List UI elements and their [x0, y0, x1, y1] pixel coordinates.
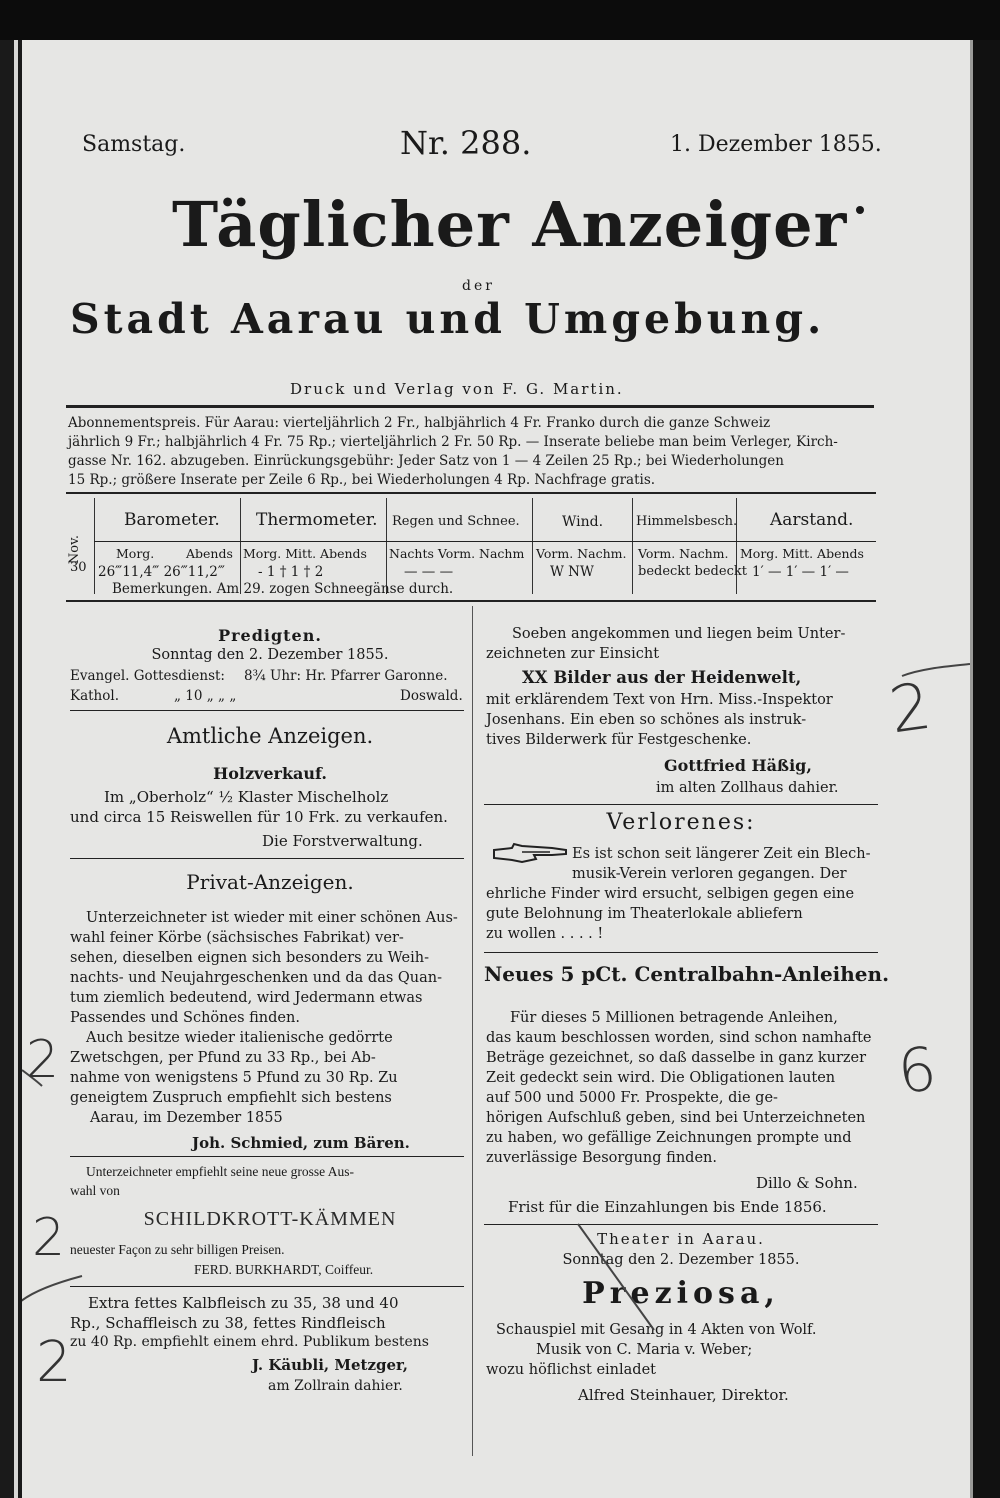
anleihen-sign: Dillo & Sohn.	[756, 1174, 858, 1192]
sub-baro-morg: Morg.	[116, 546, 155, 561]
predigten-evangel-label: Evangel. Gottesdienst:	[70, 668, 225, 684]
bilder-line-4: Josenhans. Ein eben so schönes als instruk-	[486, 712, 807, 728]
verlorenes-heading: Verlorenes:	[606, 810, 756, 835]
abonnement-line-2: jährlich 9 Fr.; halbjährlich 4 Fr. 75 Rp.; vierteljährlich 2 Fr. 50 Rp. — Inserate beliebe man beim Verleger, Kirch-	[68, 434, 838, 450]
weather-month: Nov.	[67, 534, 83, 565]
privat-line: Zwetschgen, per Pfund zu 33 Rp., bei Ab-	[70, 1050, 376, 1066]
kaeubli-line-3: zu 40 Rp. empfiehlt einem ehrd. Publikum bestens	[70, 1334, 429, 1350]
header-aarstand: Aarstand.	[770, 510, 854, 530]
anleihen-line: zu haben, wo gefällige Zeichnungen prompte und	[486, 1130, 852, 1146]
anleihen-line: das kaum beschlossen worden, sind schon namhafte	[486, 1030, 872, 1046]
privat-heading: Privat-Anzeigen.	[186, 870, 354, 894]
pencil-mark: 6	[894, 1034, 940, 1108]
anleihen-frist: Frist für die Einzahlungen bis Ende 1856.	[508, 1198, 827, 1216]
theater-heading: Theater in Aarau.	[597, 1230, 765, 1248]
privat-sign: Joh. Schmied, zum Bären.	[192, 1134, 410, 1152]
pencil-mark: 2	[36, 1330, 72, 1395]
bilder-title: XX Bilder aus der Heidenwelt,	[522, 668, 802, 687]
predigten-kathol-label: Kathol.	[70, 688, 119, 704]
burkhardt-kaemmen: SCHILDKROTT-KÄMMEN	[143, 1208, 397, 1230]
value-wind: W NW	[550, 564, 594, 580]
privat-line: Aarau, im Dezember 1855	[90, 1110, 283, 1126]
issue-day: Samstag.	[82, 132, 186, 157]
abonnement-line-1: Abonnementspreis. Für Aarau: vierteljährlich 2 Fr., halbjährlich 4 Fr. Franko durch die ganze Schweiz	[68, 415, 771, 431]
issue-date: 1. Dezember 1855.	[670, 132, 882, 157]
predigten-kathol-time: „ 10 „ „ „	[174, 688, 237, 704]
weather-remarks: Bemerkungen. Am 29. zogen Schneegänse durch.	[112, 581, 454, 597]
title-der: der	[462, 278, 495, 294]
weather-day: 30	[70, 560, 87, 575]
pencil-mark: 2	[32, 1208, 66, 1268]
binding-spine	[0, 40, 22, 1498]
value-aarstand: 1′ — 1′ — 1′ —	[752, 564, 849, 580]
bilder-line-2: zeichneten zur Einsicht	[486, 646, 660, 662]
theater-line-3: wozu höflichst einladet	[486, 1362, 656, 1378]
pencil-annotation-lines	[22, 40, 970, 1498]
value-himmel: bedeckt bedeckt	[638, 564, 747, 579]
kaeubli-addr: am Zollrain dahier.	[268, 1378, 403, 1394]
newspaper-subtitle: Stadt Aarau und Umgebung.	[70, 295, 826, 343]
verlorenes-line-2: musik-Verein verloren gegangen. Der	[572, 866, 847, 882]
privat-line: sehen, dieselben eignen sich besonders zu Weih-	[70, 950, 429, 966]
bilder-line-1: Soeben angekommen und liegen beim Unter-	[512, 626, 846, 642]
privat-line: Auch besitze wieder italienische gedörrte	[86, 1030, 393, 1046]
kaeubli-line-2: Rp., Schaffleisch zu 38, fettes Rindfleisch	[70, 1314, 386, 1332]
privat-line: geneigtem Zuspruch empfiehlt sich bestens	[70, 1090, 392, 1106]
bilder-line-5: tives Bilderwerk für Festgeschenke.	[486, 732, 752, 748]
privat-line: Passendes und Schönes finden.	[70, 1010, 300, 1026]
predigten-evangel-time: 8¾ Uhr: Hr. Pfarrer Garonne.	[244, 668, 448, 684]
burkhardt-line-2: wahl von	[70, 1183, 120, 1198]
newspaper-title: Täglicher Anzeiger	[172, 188, 848, 261]
privat-line: wahl feiner Körbe (sächsisches Fabrikat) ver-	[70, 930, 404, 946]
burkhardt-line-3: neuester Façon zu sehr billigen Preisen.	[70, 1242, 285, 1257]
privat-line: tum ziemlich bedeutend, wird Jedermann etwas	[70, 990, 423, 1006]
predigten-date: Sonntag den 2. Dezember 1855.	[151, 647, 389, 663]
anleihen-line: auf 500 und 5000 Fr. Prospekte, die ge-	[486, 1090, 778, 1106]
sub-wind: Vorm. Nachm.	[536, 546, 627, 561]
theater-line-2: Musik von C. Maria v. Weber;	[536, 1342, 753, 1358]
amtliche-heading: Amtliche Anzeigen.	[166, 724, 374, 748]
theater-line-1: Schauspiel mit Gesang in 4 Akten von Wolf.	[496, 1322, 817, 1338]
abonnement-line-3: gasse Nr. 162. abzugeben. Einrückungsgebühr: Jeder Satz von 1 — 4 Zeilen 25 Rp.; bei Wiederholungen	[68, 453, 784, 469]
binding-edge	[14, 40, 18, 1498]
anleihen-line: Zeit gedeckt sein wird. Die Obligationen lauten	[486, 1070, 836, 1086]
newspaper-page	[22, 40, 970, 1498]
anleihen-heading: Neues 5 pCt. Centralbahn-Anleihen.	[484, 962, 890, 986]
header-regen: Regen und Schnee.	[392, 514, 520, 529]
page-right-margin	[970, 40, 1000, 1498]
verlorenes-line-5: zu wollen . . . . !	[486, 926, 604, 942]
holzverkauf-sign: Die Forstverwaltung.	[262, 832, 423, 850]
header-thermometer: Thermometer.	[256, 510, 378, 530]
page-right-edge	[970, 40, 973, 1498]
verlorenes-line-1: Es ist schon seit längerer Zeit ein Blech-	[572, 846, 871, 862]
sub-aar: Morg. Mitt. Abends	[740, 546, 864, 561]
anleihen-line: zuverlässige Besorgung finden.	[486, 1150, 717, 1166]
theater-sign: Alfred Steinhauer, Direktor.	[578, 1386, 789, 1404]
theater-title: Preziosa,	[582, 1276, 780, 1311]
pencil-mark: 2	[885, 669, 936, 749]
header-himmel: Himmelsbesch.	[636, 514, 738, 529]
sub-baro-abends: Abends	[186, 546, 233, 561]
sub-himmel: Vorm. Nachm.	[638, 546, 729, 561]
privat-line: nachts- und Neujahrgeschenken und da das Quan-	[70, 970, 442, 986]
abonnement-line-4: 15 Rp.; größere Inserate per Zeile 6 Rp., bei Wiederholungen 4 Rp. Nachfrage gratis.	[68, 472, 656, 488]
privat-line: nahme von wenigstens 5 Pfund zu 30 Rp. Zu	[70, 1070, 398, 1086]
holzverkauf-line-1: Im „Oberholz“ ½ Klaster Mischelholz	[104, 788, 389, 806]
bilder-sign: Gottfried Häßig,	[664, 756, 812, 775]
anleihen-line: Beträge gezeichnet, so daß dasselbe in ganz kurzer	[486, 1050, 867, 1066]
pencil-mark: 2	[26, 1030, 60, 1090]
bilder-addr: im alten Zollhaus dahier.	[656, 780, 839, 796]
value-regen: — — —	[404, 564, 454, 580]
value-barometer: 26‴11,4‴ 26‴11,2‴	[98, 564, 225, 580]
bilder-line-3: mit erklärendem Text von Hrn. Miss.-Inspektor	[486, 692, 833, 708]
holzverkauf-line-2: und circa 15 Reiswellen für 10 Frk. zu verkaufen.	[70, 808, 448, 826]
issue-number: Nr. 288.	[400, 124, 532, 162]
kaeubli-sign: J. Käubli, Metzger,	[252, 1356, 409, 1374]
privat-line: Unterzeichneter ist wieder mit einer schönen Aus-	[86, 910, 458, 926]
verlorenes-line-4: gute Belohnung im Theaterlokale abliefern	[486, 906, 803, 922]
burkhardt-line-1: Unterzeichneter empfiehlt seine neue grosse Aus-	[86, 1164, 355, 1179]
sub-thermo: Morg. Mitt. Abends	[243, 546, 367, 561]
publisher-line: Druck und Verlag von F. G. Martin.	[290, 380, 624, 398]
header-barometer: Barometer.	[124, 510, 220, 530]
theater-date: Sonntag den 2. Dezember 1855.	[562, 1252, 800, 1268]
value-thermometer: - 1 † 1 † 2	[258, 564, 324, 580]
predigten-kathol-name: Doswald.	[400, 688, 463, 704]
sub-regen: Nachts Vorm. Nachm	[389, 546, 525, 561]
anleihen-line: Für dieses 5 Millionen betragende Anleihen,	[510, 1010, 838, 1026]
kaeubli-line-1: Extra fettes Kalbfleisch zu 35, 38 und 40	[88, 1294, 399, 1312]
anleihen-line: hörigen Aufschluß geben, sind bei Unterzeichneten	[486, 1110, 866, 1126]
burkhardt-sign: FERD. BURKHARDT, Coiffeur.	[194, 1262, 374, 1277]
header-wind: Wind.	[562, 514, 604, 530]
holzverkauf-heading: Holzverkauf.	[213, 764, 327, 783]
verlorenes-line-3: ehrliche Finder wird ersucht, selbigen gegen eine	[486, 886, 855, 902]
predigten-heading: Predigten.	[218, 626, 322, 645]
